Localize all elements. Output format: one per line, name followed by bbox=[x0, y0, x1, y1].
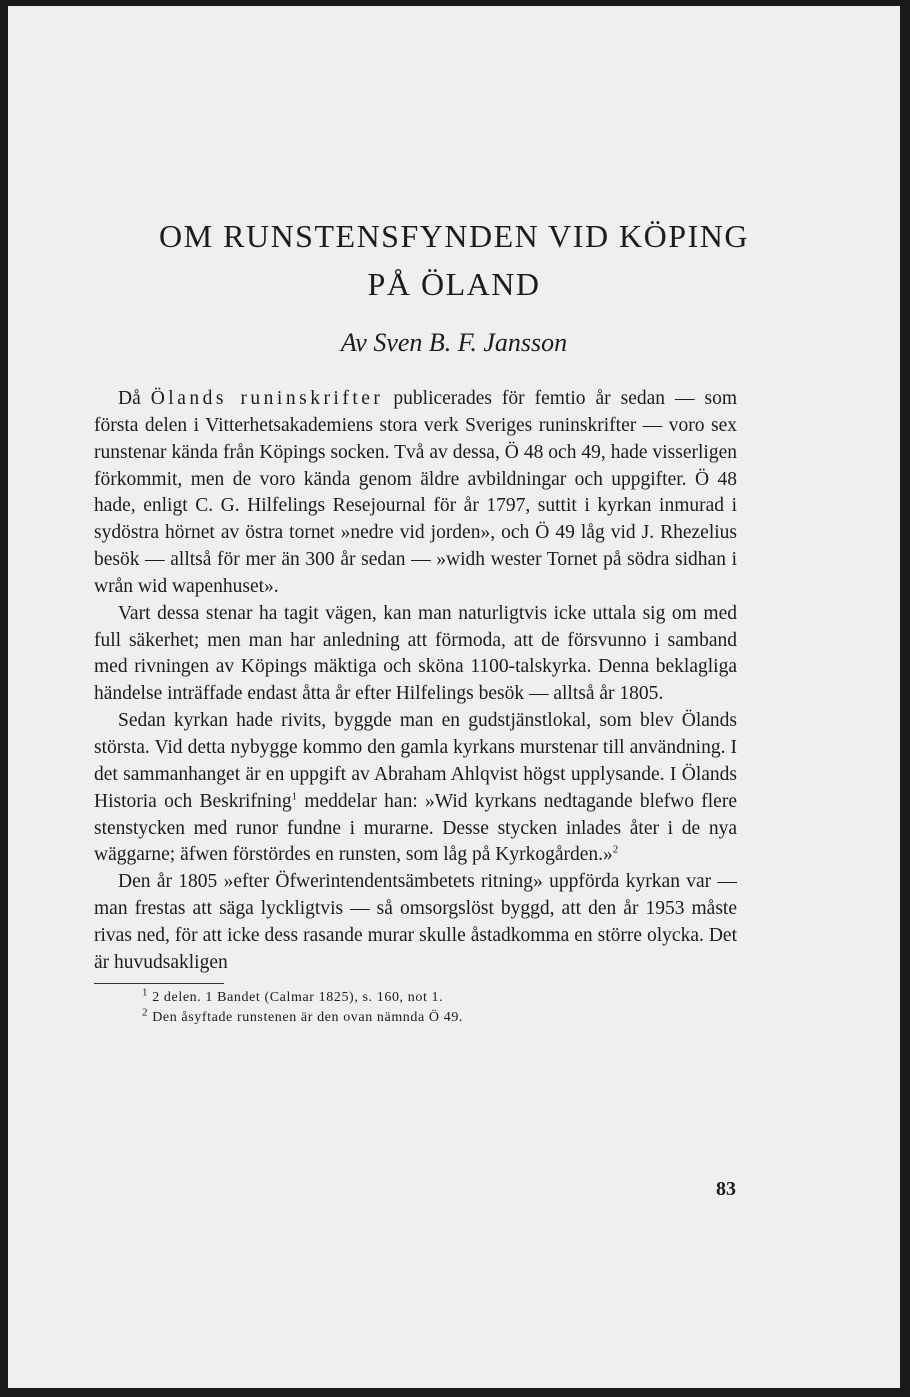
author-byline: Av Sven B. F. Jansson bbox=[340, 328, 568, 357]
article-body bbox=[94, 386, 737, 1028]
paragraph-1-start: Då bbox=[118, 388, 151, 409]
paragraph-4: Den år 1805 »efter Öfwerintendentsämbetets ritning» uppförda kyrkan var — man frestas att säga lyckligtvis — så omsorgslöst byggd, att den år 1953 måste rivas ned, för att icke dess rasande murar skulle åstadkomma en större olycka. Det är huvudsakligen bbox=[94, 871, 737, 973]
document-page bbox=[8, 6, 900, 1388]
spaced-term: Ölands runinskrifter bbox=[150, 388, 384, 409]
footnote-2 bbox=[94, 1005, 737, 1028]
footnote-divider bbox=[94, 983, 224, 984]
footnote-2-text: Den åsyftade runstenen är den ovan nämnda Ö 49. bbox=[148, 1009, 464, 1025]
footnote-2-mark: 2 bbox=[142, 1005, 149, 1018]
page-number: 83 bbox=[716, 1178, 736, 1200]
paragraph-3-a: Sedan kyrkan hade rivits, byggde man en gudstjänstlokal, som blev Ölands största. Vid detta nybygge kommo den gamla kyrkans murstenar till användning. I det sammanhanget är en uppgift av Abraham Ahlqvist högst upplysande. I Ölands Historia och Beskrifning bbox=[94, 710, 737, 812]
title-line-2: PÅ ÖLAND bbox=[367, 266, 541, 302]
paragraph-3 bbox=[94, 708, 737, 869]
footnote-ref-1: 1 bbox=[291, 790, 298, 803]
paragraph-2: Vart dessa stenar ha tagit vägen, kan man naturligtvis icke uttala sig om med full säkerhet; men man har anledning att förmoda, att de försvunno i samband med rivningen av Köpings mäktiga och sköna 1100-talskyrka. Denna beklagliga händelse inträffade endast åtta år efter Hilfelings besök — alltså år 1805. bbox=[94, 602, 737, 705]
paragraph-1 bbox=[94, 386, 737, 601]
paragraph-1-rest: publicerades för femtio år sedan — som första delen i Vitterhetsakademiens stora verk Sveriges runinskrifter — voro sex runstenar kända från Köpings socken. Två av dessa, Ö 48 och 49, hade visserligen förkommit, men de voro kända genom äldre avbildningar och uppgifter. Ö 48 hade, enligt C. G. Hilfelings Resejournal för år 1797, suttit i kyrkan inmurad i sydöstra hörnet av östra tornet »nedre vid jorden», och Ö 49 låg vid J. Rhezelius besök — alltså för mer än 300 år sedan — »widh wester Tornet på södra sidhan i wrån wid wapenhuset». bbox=[94, 388, 737, 597]
footnote-1-mark: 1 bbox=[142, 985, 149, 998]
title-line-1: OM RUNSTENSFYNDEN VID KÖPING bbox=[159, 218, 749, 254]
footnote-1-text: 2 delen. 1 Bandet (Calmar 1825), s. 160, not 1. bbox=[148, 989, 444, 1005]
footnote-1 bbox=[94, 985, 737, 1008]
footnote-ref-2: 2 bbox=[612, 843, 619, 856]
article-title bbox=[8, 212, 900, 308]
paragraph-3-b: meddelar han: »Wid kyrkans nedtagande blefwo flere stenstycken med runor fundne i murarne. Desse stycken inlades åter i de nya wäggarne; äfwen förstördes en runsten, som låg på Kyrkogården.» bbox=[94, 790, 737, 866]
